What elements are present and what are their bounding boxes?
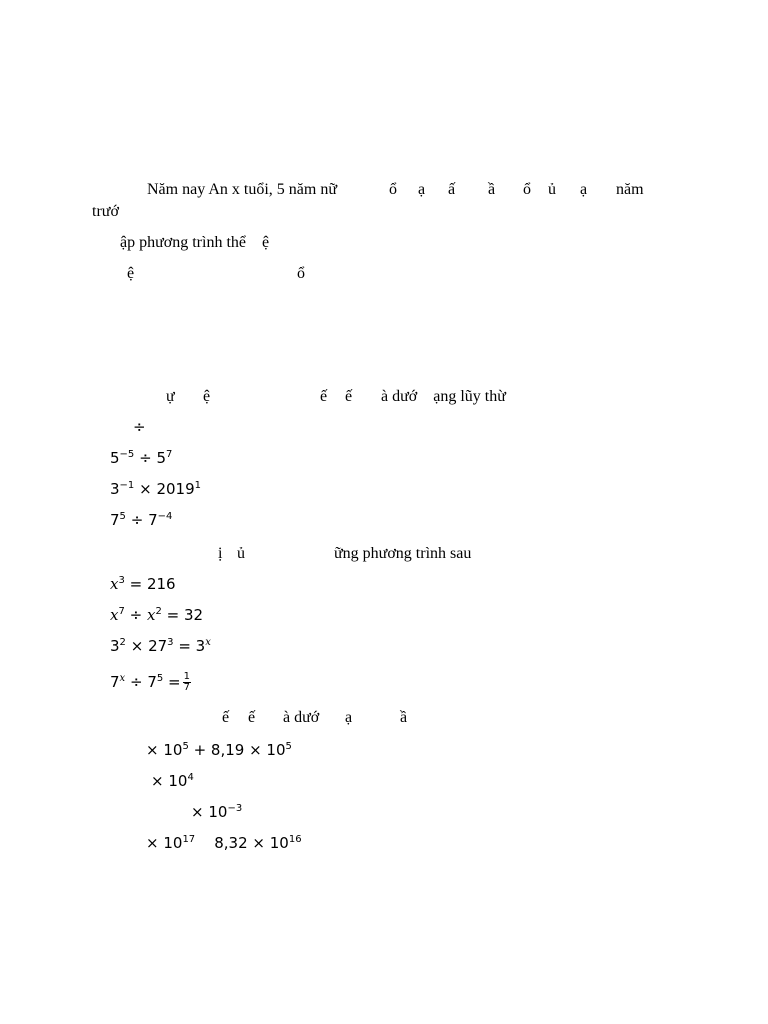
- rhs: = 216: [129, 575, 176, 593]
- exponent: −4: [157, 511, 173, 522]
- variable: x: [110, 606, 119, 624]
- base: 7: [110, 511, 120, 529]
- problem1-fragment: ủ: [548, 181, 556, 198]
- base: 3: [110, 480, 120, 498]
- exponent: −3: [227, 803, 243, 814]
- base: 3: [110, 637, 120, 655]
- fraction: [183, 672, 191, 693]
- operator: ÷: [129, 606, 143, 624]
- problem1-line3: ập phương trình thể ệ: [120, 234, 270, 251]
- operator: ×: [139, 480, 152, 498]
- section2-heading-a: ự: [166, 388, 175, 405]
- base: 2019: [156, 480, 195, 498]
- variable: x: [110, 575, 119, 593]
- section2-item-3: [110, 510, 172, 530]
- section2-heading-c: ế: [320, 388, 328, 405]
- exponent: −5: [119, 449, 135, 460]
- problem1-line4-a: ệ: [127, 265, 135, 282]
- exponent: 2: [119, 637, 126, 648]
- section2-operator: ÷: [133, 418, 146, 436]
- exponent: 7: [165, 449, 173, 460]
- section4-item-1: [146, 740, 292, 760]
- exponent: 2: [155, 606, 162, 617]
- section3-heading-b: ủ: [237, 545, 245, 562]
- section2-heading-e: à dướ ạng lũy thừ: [381, 388, 506, 405]
- section2-item-2: [110, 479, 201, 499]
- problem1-fragment: ầ: [488, 181, 496, 198]
- base: 27: [148, 637, 168, 655]
- section4-heading-d: ạ: [345, 709, 353, 726]
- problem1-line4-b: ổ: [297, 265, 305, 282]
- section3-equation-2: [110, 605, 203, 625]
- exponent: x: [119, 673, 126, 684]
- section3-heading-a: ị: [218, 545, 223, 562]
- exponent: 1: [194, 480, 201, 491]
- base: 7: [148, 511, 158, 529]
- problem1-fragment: ạ: [580, 181, 588, 198]
- exponent: 5: [119, 511, 126, 522]
- section4-heading-e: ầ: [400, 709, 408, 726]
- operator: ÷: [130, 511, 144, 529]
- problem1-fragment: ạ: [418, 181, 426, 198]
- problem1-fragment: ấ: [448, 181, 456, 198]
- section3-equation-4: [110, 672, 191, 693]
- operator: ×: [130, 637, 144, 655]
- problem1-fragment: ổ: [389, 181, 397, 198]
- term: × 10: [146, 741, 183, 759]
- equals: =: [168, 673, 181, 691]
- equals: =: [178, 637, 191, 655]
- section4-heading-b: ế: [248, 709, 256, 726]
- section4-item-3: [191, 802, 242, 822]
- section2-heading-b: ệ: [203, 388, 211, 405]
- section2-item-1: [110, 448, 172, 468]
- exponent: x: [205, 637, 211, 648]
- base: 7: [147, 673, 157, 691]
- section2-heading-d: ế: [345, 388, 353, 405]
- term: + 8,19 × 10: [188, 741, 286, 759]
- exponent: 5: [156, 673, 164, 684]
- exponent: 16: [288, 834, 302, 845]
- operator: ÷: [139, 449, 152, 467]
- fraction-denominator: 7: [183, 682, 190, 693]
- problem1-fragment: ổ: [523, 181, 531, 198]
- exponent: −1: [119, 480, 135, 491]
- term: × 10: [191, 803, 228, 821]
- exponent: 7: [118, 606, 125, 617]
- term: 8,32 × 10: [195, 834, 289, 852]
- exponent: 5: [285, 741, 292, 752]
- operator: ÷: [129, 673, 143, 691]
- exponent: 5: [182, 741, 189, 752]
- problem1-line1-lead: Năm nay An x tuổi, 5 năm nữ: [147, 181, 337, 198]
- base: 3: [195, 637, 206, 655]
- rhs: = 32: [166, 606, 204, 624]
- section4-heading-c: à dướ: [283, 709, 320, 726]
- base: 5: [156, 449, 166, 467]
- base: 5: [110, 449, 120, 467]
- exponent: 4: [187, 772, 194, 783]
- term: × 10: [151, 772, 188, 790]
- exponent: 17: [182, 834, 196, 845]
- section3-heading-c: ững phương trình sau: [334, 545, 472, 562]
- section4-item-2: [151, 771, 194, 791]
- fraction-numerator: 1: [183, 671, 190, 682]
- section4-heading-a: ế: [222, 709, 230, 726]
- exponent: 3: [118, 575, 125, 586]
- variable: x: [146, 606, 156, 624]
- base: 7: [110, 673, 120, 691]
- section3-equation-1: [110, 574, 176, 594]
- section3-equation-3: [110, 636, 211, 656]
- problem1-line2: trướ: [92, 203, 119, 220]
- problem1-fragment: năm: [616, 181, 644, 198]
- exponent: 3: [167, 637, 174, 648]
- term: × 10: [146, 834, 183, 852]
- section4-item-4: [146, 833, 302, 853]
